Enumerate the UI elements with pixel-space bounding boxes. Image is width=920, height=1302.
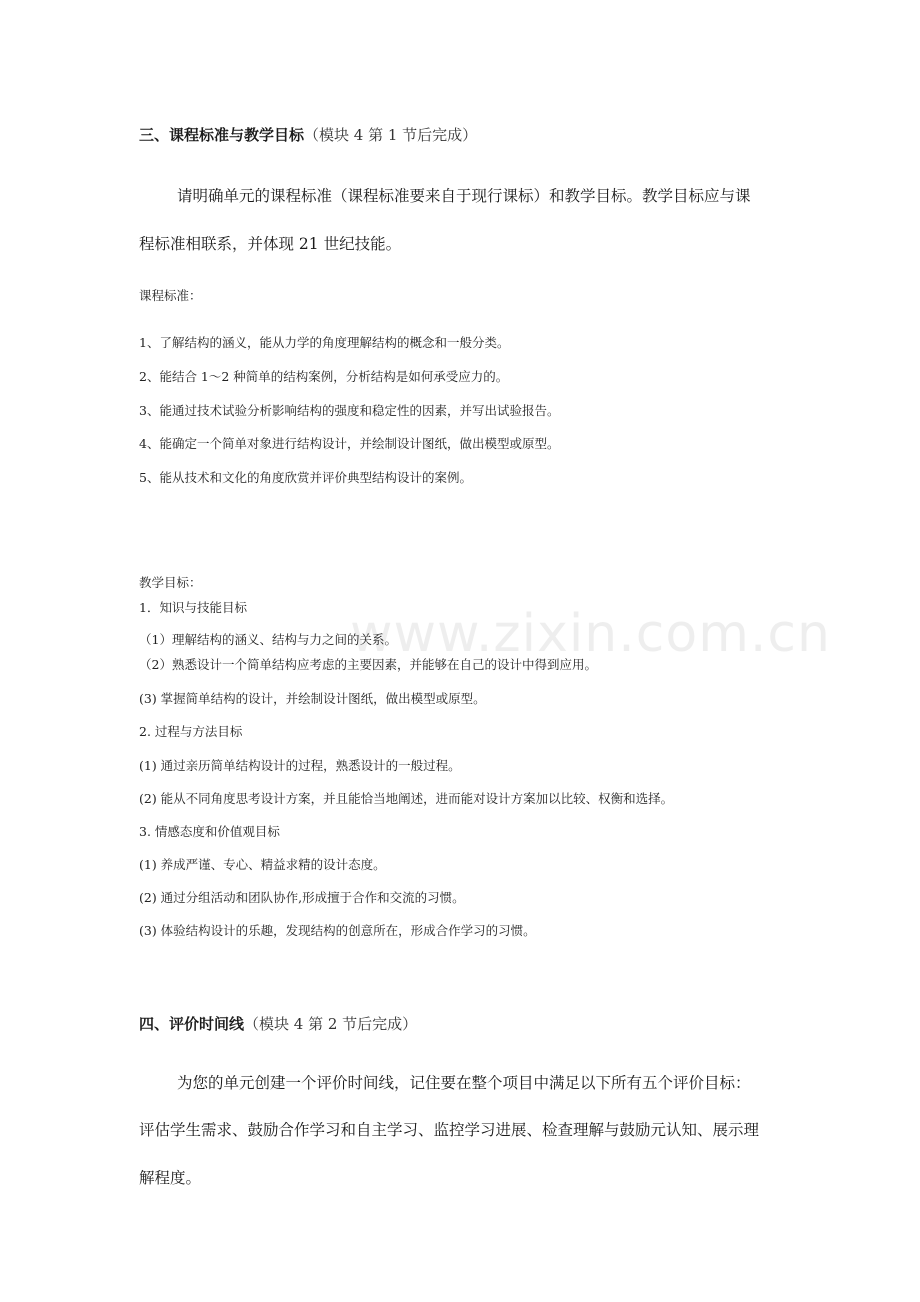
- standard-item: 4、能确定一个简单对象进行结构设计，并绘制设计图纸，做出模型或原型。: [139, 436, 560, 451]
- section-4-title: 四、评价时间线: [139, 1015, 245, 1033]
- standards-label: 课程标准：: [139, 288, 202, 303]
- standard-item: 1、了解结构的涵义，能从力学的角度理解结构的概念和一般分类。: [139, 335, 510, 350]
- section-3-heading: [139, 124, 477, 145]
- watermark: www.zixin.com.cn: [350, 604, 831, 664]
- standard-item: 3、能通过技术试验分析影响结构的强度和稳定性的因素，并写出试验报告。: [139, 403, 560, 418]
- section-3-intro-line-2: 程标准相联系，并体现 21 世纪技能。: [139, 235, 402, 253]
- section-3-note: （模块 4 第 1 节后完成）: [304, 126, 478, 144]
- objective-item: (3) 掌握简单结构的设计，并绘制设计图纸，做出模型或原型。: [139, 691, 486, 706]
- objective-item: 3. 情感态度和价值观目标: [139, 824, 280, 839]
- standard-item: 5、能从技术和文化的角度欣赏并评价典型结构设计的案例。: [139, 470, 472, 485]
- objective-item: 2. 过程与方法目标: [139, 724, 243, 739]
- section-4-heading: [139, 1013, 417, 1034]
- objectives-label: 教学目标：: [139, 575, 202, 590]
- section-4-line-1: 为您的单元创建一个评价时间线，记住要在整个项目中满足以下所有五个评价目标：: [177, 1074, 751, 1092]
- section-3-intro-line-1: 请明确单元的课程标准（课程标准要来自于现行课标）和教学目标。教学目标应与课: [177, 187, 751, 205]
- section-4-line-2: 评估学生需求、鼓励合作学习和自主学习、监控学习进展、检查理解与鼓励元认知、展示理: [139, 1121, 760, 1139]
- section-3-title: 三、课程标准与教学目标: [139, 126, 305, 144]
- objective-item: (2) 能从不同角度思考设计方案，并且能恰当地阐述，进而能对设计方案加以比较、权衡和选择。: [139, 791, 674, 806]
- objective-item: （2）熟悉设计一个简单结构应考虑的主要因素，并能够在自己的设计中得到应用。: [139, 657, 597, 672]
- objective-item: （1）理解结构的涵义、结构与力之间的关系。: [139, 632, 397, 647]
- objective-item: (1) 养成严谨、专心、精益求精的设计态度。: [139, 857, 386, 872]
- objective-item: (2) 通过分组活动和团队协作,形成擅于合作和交流的习惯。: [139, 890, 465, 905]
- section-4-line-3: 解程度。: [139, 1169, 202, 1187]
- section-4-note: （模块 4 第 2 节后完成）: [244, 1015, 418, 1033]
- standard-item: 2、能结合 1～2 种简单的结构案例，分析结构是如何承受应力的。: [139, 369, 509, 384]
- objective-item: 1．知识与技能目标: [139, 600, 247, 615]
- objective-item: (1) 通过亲历简单结构设计的过程，熟悉设计的一般过程。: [139, 758, 461, 773]
- objective-item: (3) 体验结构设计的乐趣，发现结构的创意所在，形成合作学习的习惯。: [139, 923, 536, 938]
